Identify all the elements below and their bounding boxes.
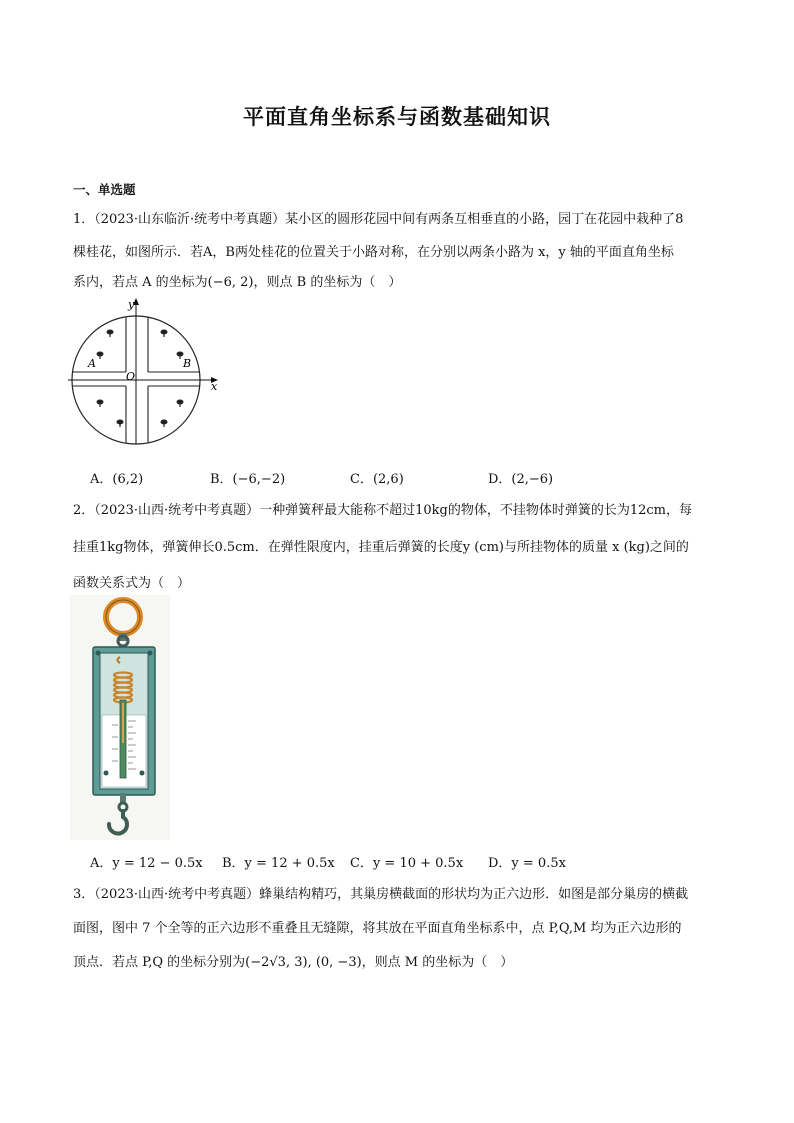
q2-option-a[interactable]: A．y = 12 − 0.5x xyxy=(90,856,203,871)
q1-point-a-label: A xyxy=(88,357,96,370)
q2-text-line2: 挂重1kg物体，弹簧伸长0.5cm．在弹性限度内，挂重后弹簧的长度y (cm)与所挂物体的质量 x (kg)之间的 xyxy=(73,540,689,555)
q1-option-d[interactable]: D．(2,−6) xyxy=(488,472,554,487)
q2-text-line3: 函数关系式为（ ） xyxy=(73,576,191,591)
q1-origin-label: O xyxy=(126,370,136,383)
q2-option-d[interactable]: D．y = 0.5x xyxy=(488,856,566,871)
q1-x-label: x xyxy=(211,380,218,393)
q1-option-c[interactable]: C．(2,6) xyxy=(350,472,404,487)
q2-option-c[interactable]: C．y = 10 + 0.5x xyxy=(350,856,464,871)
q3-text-line3: 顶点．若点 P,Q 的坐标分别为(−2√3, 3), (0, −3)，则点 M 的坐标为（ ） xyxy=(73,955,514,970)
q1-option-b[interactable]: B．(−6,−2) xyxy=(210,472,286,487)
tree-icon xyxy=(97,330,184,428)
q2-text-line1: 2．（2023·山西·统考中考真题）一种弹簧秤最大能称不超过10kg的物体，不挂物体时弹簧的长为12cm，每 xyxy=(73,503,693,518)
section-heading: 一、单选题 xyxy=(73,182,136,197)
q2-option-b[interactable]: B．y = 12 + 0.5x xyxy=(222,856,335,871)
q1-point-b-label: B xyxy=(183,357,192,370)
page-title: 平面直角坐标系与函数基础知识 xyxy=(243,105,551,129)
q1-text-line3: 系内，若点 A 的坐标为(−6, 2)，则点 B 的坐标为（ ） xyxy=(73,275,402,290)
spring-scale-image xyxy=(70,595,170,840)
q1-y-label: y xyxy=(128,298,135,311)
q1-garden-figure xyxy=(68,296,228,456)
q1-text-line2: 棵桂花，如图所示．若A，B两处桂花的位置关于小路对称，在分别以两条小路为 x，y 轴的平面直角坐标 xyxy=(73,245,674,260)
q1-text-line1: 1．（2023·山东临沂·统考中考真题）某小区的圆形花园中间有两条互相垂直的小路，园丁在花园中栽种了8 xyxy=(73,212,684,227)
q3-text-line1: 3．（2023·山西·统考中考真题）蜂巢结构精巧，其巢房横截面的形状均为正六边形．如图是部分巢房的横截 xyxy=(73,887,689,902)
q3-text-line2: 面图，图中 7 个全等的正六边形不重叠且无缝隙，将其放在平面直角坐标系中，点 P,Q,M 均为正六边形的 xyxy=(73,921,682,936)
q1-option-a[interactable]: A．(6,2) xyxy=(90,472,144,487)
